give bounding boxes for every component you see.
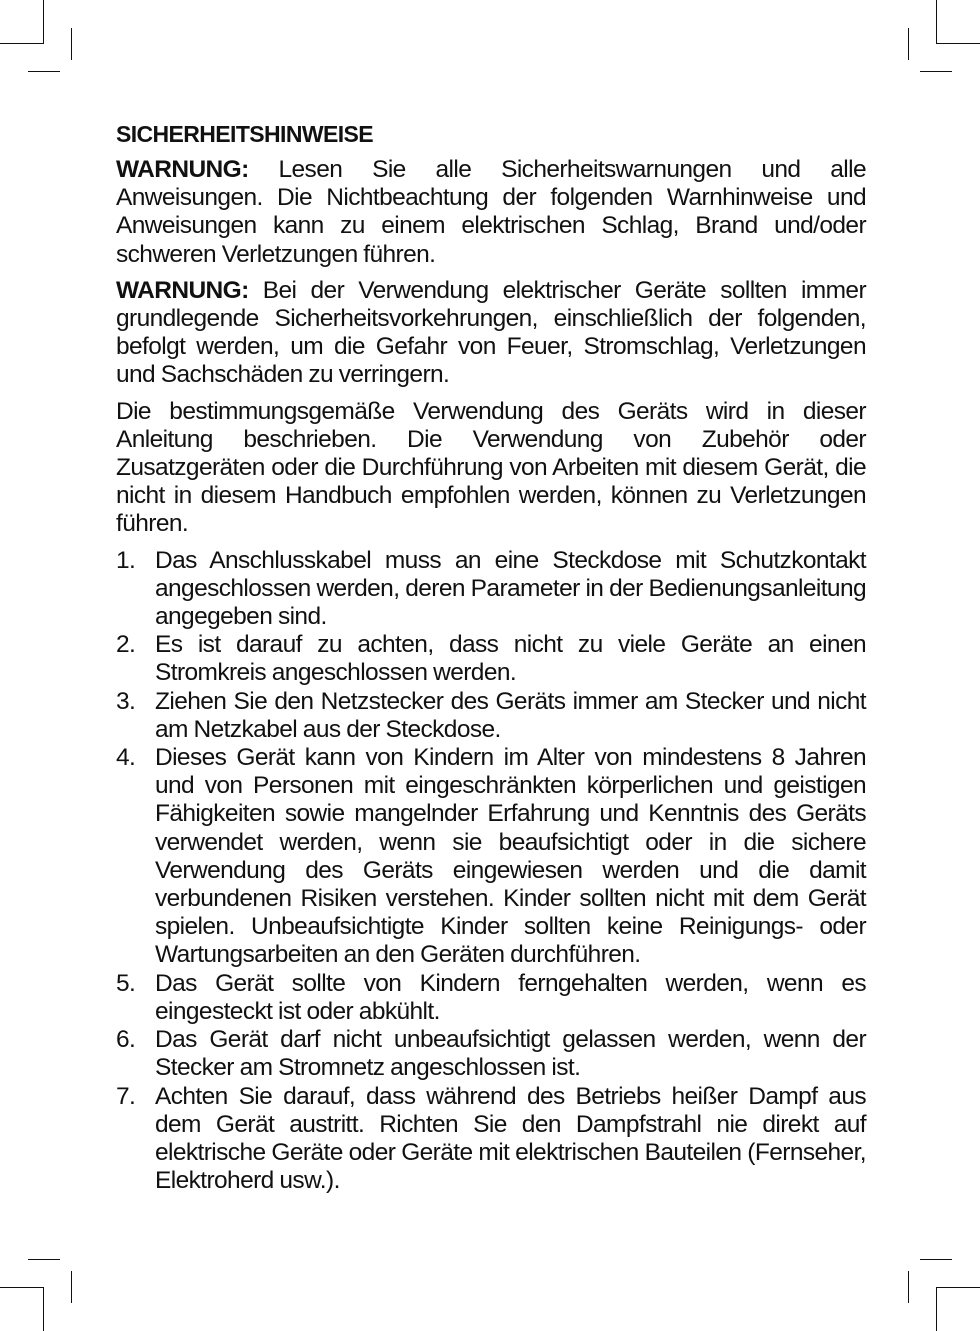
list-item [116,688,866,744]
paragraph-text: Lesen Sie alle Sicherheitswarnungen und alle Anweisungen. Die Nichtbeachtung der folgenden Warnhinweise und Anweisungen kann zu einem elektrischen Schlag, Brand und/oder schweren Verletzungen führen. [116,156,866,268]
list-item-number: 6. [116,1026,136,1054]
safety-instructions-list [116,547,866,1196]
list-item-number: 7. [116,1082,136,1110]
list-item [116,970,866,1026]
crop-mark-top-left-vertical-outer [43,0,44,44]
crop-mark-bottom-left-vertical-outer [43,1287,44,1331]
list-item-number: 2. [116,631,136,659]
warning-paragraph [116,156,866,269]
paragraph-text: Bei der Verwendung elektrischer Geräte sollten immer grundlegende Sicherheitsvorkehrungen, einschließlich der folgenden, befolgt werden, um die Gefahr von Feuer, Stromschlag, Verletzungen und Sachschäden zu verringern. [116,276,866,389]
list-item [116,1026,866,1082]
intended-use-paragraph [116,398,866,539]
crop-mark-top-left-horizontal-outer [0,43,44,44]
crop-mark-bottom-right-vertical-outer [936,1287,937,1331]
list-item-number: 5. [116,969,136,997]
list-item [116,547,866,632]
list-item-text: Das Gerät darf nicht unbeaufsichtigt gelassen werden, wenn der Stecker am Stromnetz angeschlossen ist. [155,1026,866,1082]
page-title: SICHERHEITSHINWEISE [116,121,373,147]
list-item [116,631,866,687]
crop-mark-bottom-left-vertical-inner [71,1271,72,1303]
crop-mark-top-right-vertical-outer [936,0,937,44]
crop-mark-bottom-right-horizontal-inner [920,1259,952,1260]
warning-label: WARNUNG: [116,156,249,183]
list-item-text: Es ist darauf zu achten, dass nicht zu viele Geräte an einen Stromkreis angeschlossen werden. [155,631,866,687]
crop-mark-bottom-right-vertical-inner [908,1271,909,1303]
crop-mark-top-left-horizontal-inner [28,71,60,72]
document-body [116,118,866,1195]
crop-mark-bottom-left-horizontal-inner [28,1259,60,1260]
paragraph-text: Die bestimmungsgemäße Verwendung des Geräts wird in dieser Anleitung beschrieben. Die Verwendung von Zubehör oder Zusatzgeräten oder die Durchführung von Arbeiten mit diesem Gerät, die nicht in diesem Handbuch empfohlen werden, können zu Verletzungen führen. [116,397,866,538]
list-item-number: 3. [116,687,136,715]
warning-paragraph [116,277,866,390]
warning-label: WARNUNG: [116,276,249,304]
list-item-text: Das Gerät sollte von Kindern ferngehalten werden, wenn es eingesteckt ist oder abkühlt. [155,969,866,1025]
list-item-text: Ziehen Sie den Netzstecker des Geräts immer am Stecker und nicht am Netzkabel aus der Steckdose. [155,687,866,743]
list-item [116,744,866,970]
list-item-text: Dieses Gerät kann von Kindern im Alter von mindestens 8 Jahren und von Personen mit eingeschränkten körperlichen und geistigen Fähigkeiten sowie mangelnder Erfahrung und Kenntnis des Geräts verwendet werden, wenn sie beaufsichtigt oder in die sichere Verwendung des Geräts eingewiesen werden und die damit verbundenen Risiken verstehen. Kinder sollten nicht mit dem Gerät spielen. Unbeaufsichtigte Kinder sollten keine Reinigungs- oder Wartungsarbeiten an den Geräten durchführen. [155,744,866,969]
list-item [116,1083,866,1196]
list-item-text: Achten Sie darauf, dass während des Betriebs heißer Dampf aus dem Gerät austritt. Richten Sie den Dampfstrahl nie direkt auf elektrische Geräte oder Geräte mit elektrischen Bauteilen (Fernseher, Elektroherd usw.). [155,1082,866,1195]
crop-mark-top-right-horizontal-outer [936,43,980,44]
list-item-number: 4. [116,744,136,772]
crop-mark-bottom-right-horizontal-outer [936,1287,980,1288]
crop-mark-top-right-horizontal-inner [920,71,952,72]
list-item-number: 1. [116,546,136,574]
crop-mark-top-left-vertical-inner [71,28,72,60]
list-item-text: Das Anschlusskabel muss an eine Steckdose mit Schutzkontakt angeschlossen werden, deren Parameter in der Bedienungsanleitung angegeben sind. [155,546,866,631]
crop-mark-top-right-vertical-inner [908,28,909,60]
crop-mark-bottom-left-horizontal-outer [0,1287,44,1288]
